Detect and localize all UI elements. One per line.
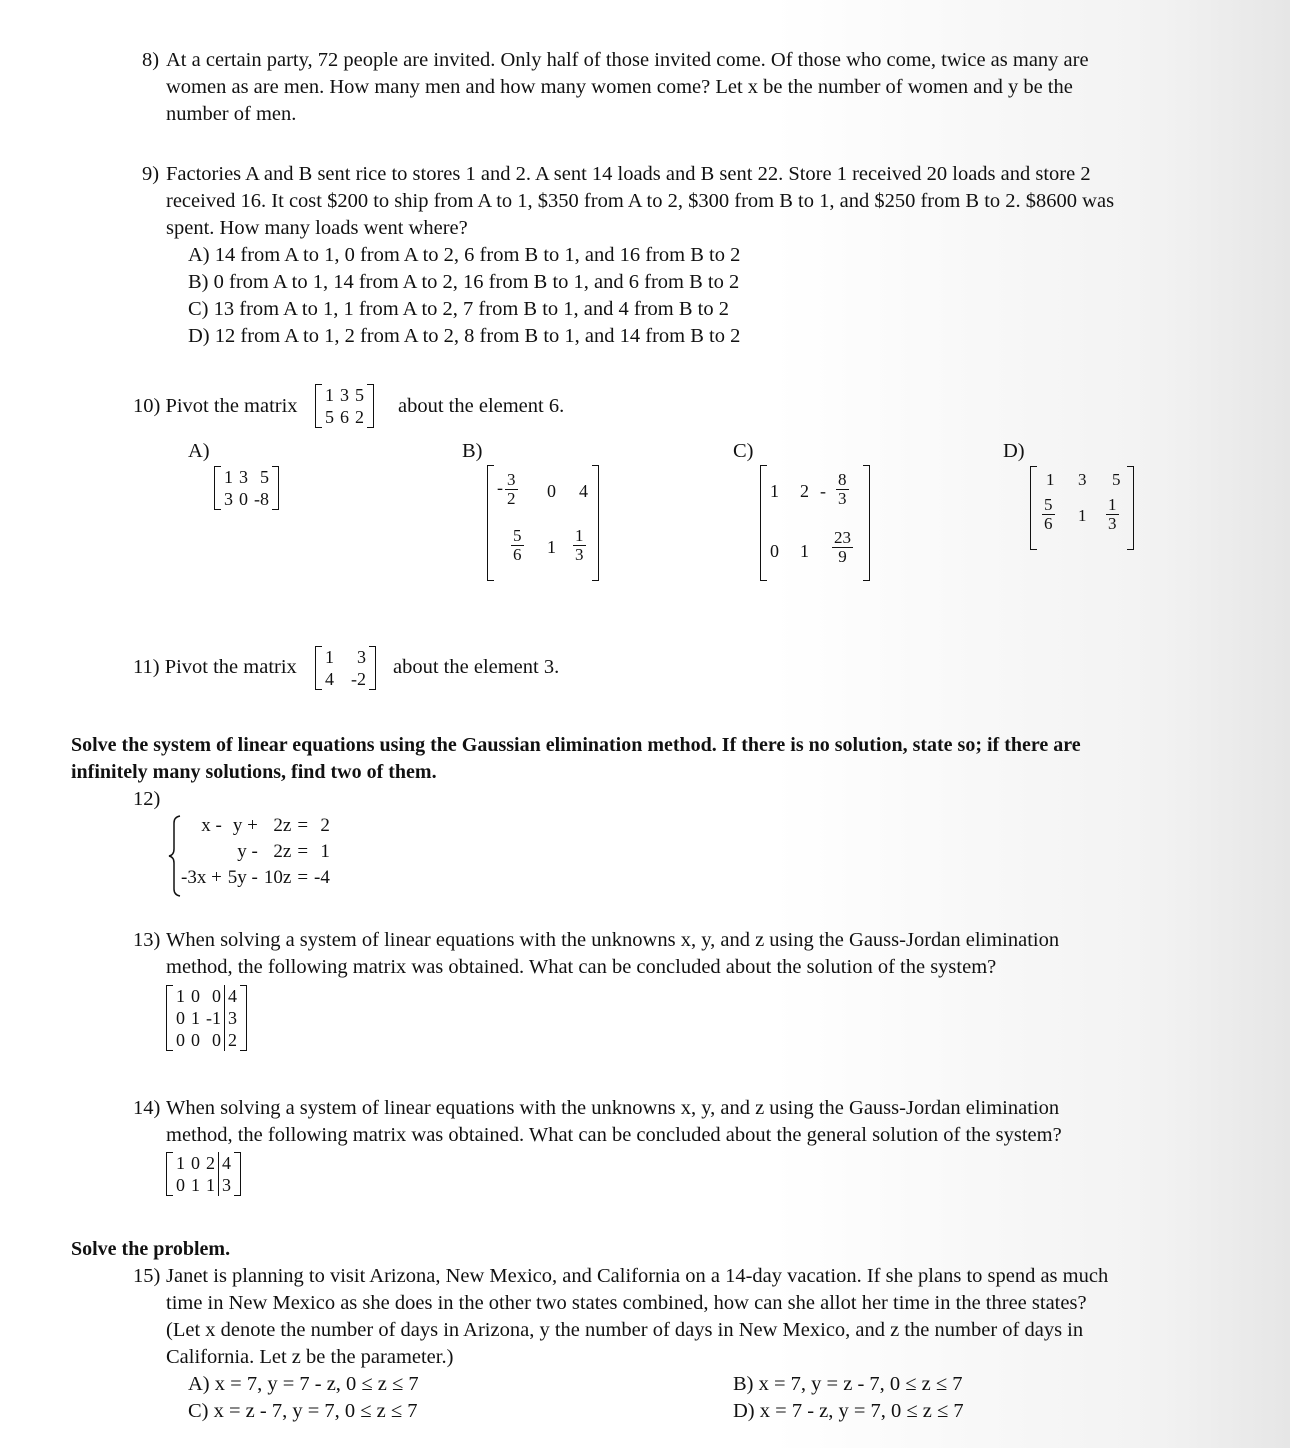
answer-option[interactable]: C) 13 from A to 1, 1 from A to 2, 7 from B to 1, and 4 from B to 2 (188, 298, 729, 320)
question-11-matrix: 1 3 4 -2 (315, 646, 376, 690)
question-text-line: California. Let z be the parameter.) (166, 1346, 454, 1368)
question-12-number: 12) (133, 788, 161, 810)
question-number: 8) (142, 49, 160, 71)
question-number: 13) (133, 929, 161, 951)
section-instructions: Solve the system of linear equations using the Gaussian elimination method. If there is no solution, state so; if there are infinitely many solutions, find two of them. (71, 734, 1081, 783)
answer-option[interactable]: C) x = z - 7, y = 7, 0 ≤ z ≤ 7 (188, 1400, 418, 1422)
option-label-d[interactable]: D) (1003, 440, 1025, 462)
question-text-line: When solving a system of linear equations with the unknowns x, y, and z using the Gauss-Jordan elimination (166, 929, 1060, 951)
question-text-line: (Let x denote the number of days in Arizona, y the number of days in New Mexico, and z the number of days in (166, 1319, 1084, 1341)
question-text-line: received 16. It cost $200 to ship from A to 1, $350 from A to 2, $300 from B to 1, and $250 from B to 2. $8600 was (166, 190, 1115, 212)
question-number: 9) (142, 163, 160, 185)
option-a-matrix: 1 3 5 3 0 -8 (214, 466, 279, 510)
question-12-system: x - y + 2z = 2 y - 2z = 1 -3x + 5y - 10z = -4 (168, 813, 368, 897)
question-number: 15) (133, 1265, 161, 1287)
question-text-line: Janet is planning to visit Arizona, New Mexico, and California on a 14-day vacation. If she plans to spend as much (166, 1265, 1109, 1287)
option-b-matrix: - $\frac{3}{2}$ 0 4 $\frac{5}{6}$ 1 $\frac{1}{3}$ (487, 465, 599, 581)
question-text-line: When solving a system of linear equations with the unknowns x, y, and z using the Gauss-Jordan elimination (166, 1097, 1060, 1119)
question-15 (133, 1263, 1233, 1371)
question-text-line: number of men. (166, 103, 297, 125)
question-13 (133, 927, 1213, 981)
answer-option[interactable]: A) 14 from A to 1, 0 from A to 2, 6 from B to 1, and 16 from B to 2 (188, 244, 741, 266)
answer-option[interactable]: B) x = 7, y = z - 7, 0 ≤ z ≤ 7 (733, 1373, 963, 1395)
question-text-line: spent. How many loads went where? (166, 217, 468, 239)
option-d-matrix: 1 3 5 $\frac{5}{6}$ 1 $\frac{1}{3}$ (1030, 466, 1134, 550)
question-14 (133, 1095, 1213, 1149)
question-text-line: method, the following matrix was obtained. What can be concluded about the solution of the system? (166, 956, 997, 978)
question-text-line: women as are men. How many men and how many women come? Let x be the number of women and y be the (166, 76, 1073, 98)
question-text-line: At a certain party, 72 people are invited. Only half of those invited come. Of those who come, twice as many are (166, 49, 1089, 71)
question-10-matrix: 1 3 5 5 6 2 (315, 384, 374, 428)
answer-option[interactable]: A) x = 7, y = 7 - z, 0 ≤ z ≤ 7 (188, 1373, 419, 1395)
question-10-prompt-pre: 10) Pivot the matrix (133, 395, 298, 417)
section-heading: Solve the problem. (71, 1238, 231, 1260)
answer-option[interactable]: D) 12 from A to 1, 2 from A to 2, 8 from B to 1, and 14 from B to 2 (188, 325, 741, 347)
question-number: 14) (133, 1097, 161, 1119)
option-label-b[interactable]: B) (462, 440, 483, 462)
question-text-line: time in New Mexico as she does in the other two states combined, how can she allot her time in the three states? (166, 1292, 1087, 1314)
question-text-line: Factories A and B sent rice to stores 1 and 2. A sent 14 loads and B sent 22. Store 1 received 20 loads and store 2 (166, 163, 1091, 185)
answer-option[interactable]: D) x = 7 - z, y = 7, 0 ≤ z ≤ 7 (733, 1400, 964, 1422)
option-label-c[interactable]: C) (733, 440, 754, 462)
question-11-prompt-post: about the element 3. (393, 656, 560, 678)
question-8 (142, 47, 1222, 128)
question-14-augmented-matrix: 1 0 2 4 0 1 1 3 (166, 1152, 241, 1196)
question-9-options (188, 242, 740, 350)
option-label-a[interactable]: A) (188, 440, 210, 462)
question-13-augmented-matrix: 1 0 0 4 0 1 -1 3 0 0 0 2 (166, 985, 247, 1051)
question-10-prompt-post: about the element 6. (398, 395, 565, 417)
answer-option[interactable]: B) 0 from A to 1, 14 from A to 2, 16 from B to 1, and 6 from B to 2 (188, 271, 740, 293)
question-11-prompt-pre: 11) Pivot the matrix (133, 656, 297, 678)
question-9 (142, 161, 1222, 242)
option-c-matrix: 1 2 - $\frac{8}{3}$ 0 1 $\frac{23}{9}$ (760, 465, 870, 581)
question-text-line: method, the following matrix was obtained. What can be concluded about the general solution of the system? (166, 1124, 1062, 1146)
